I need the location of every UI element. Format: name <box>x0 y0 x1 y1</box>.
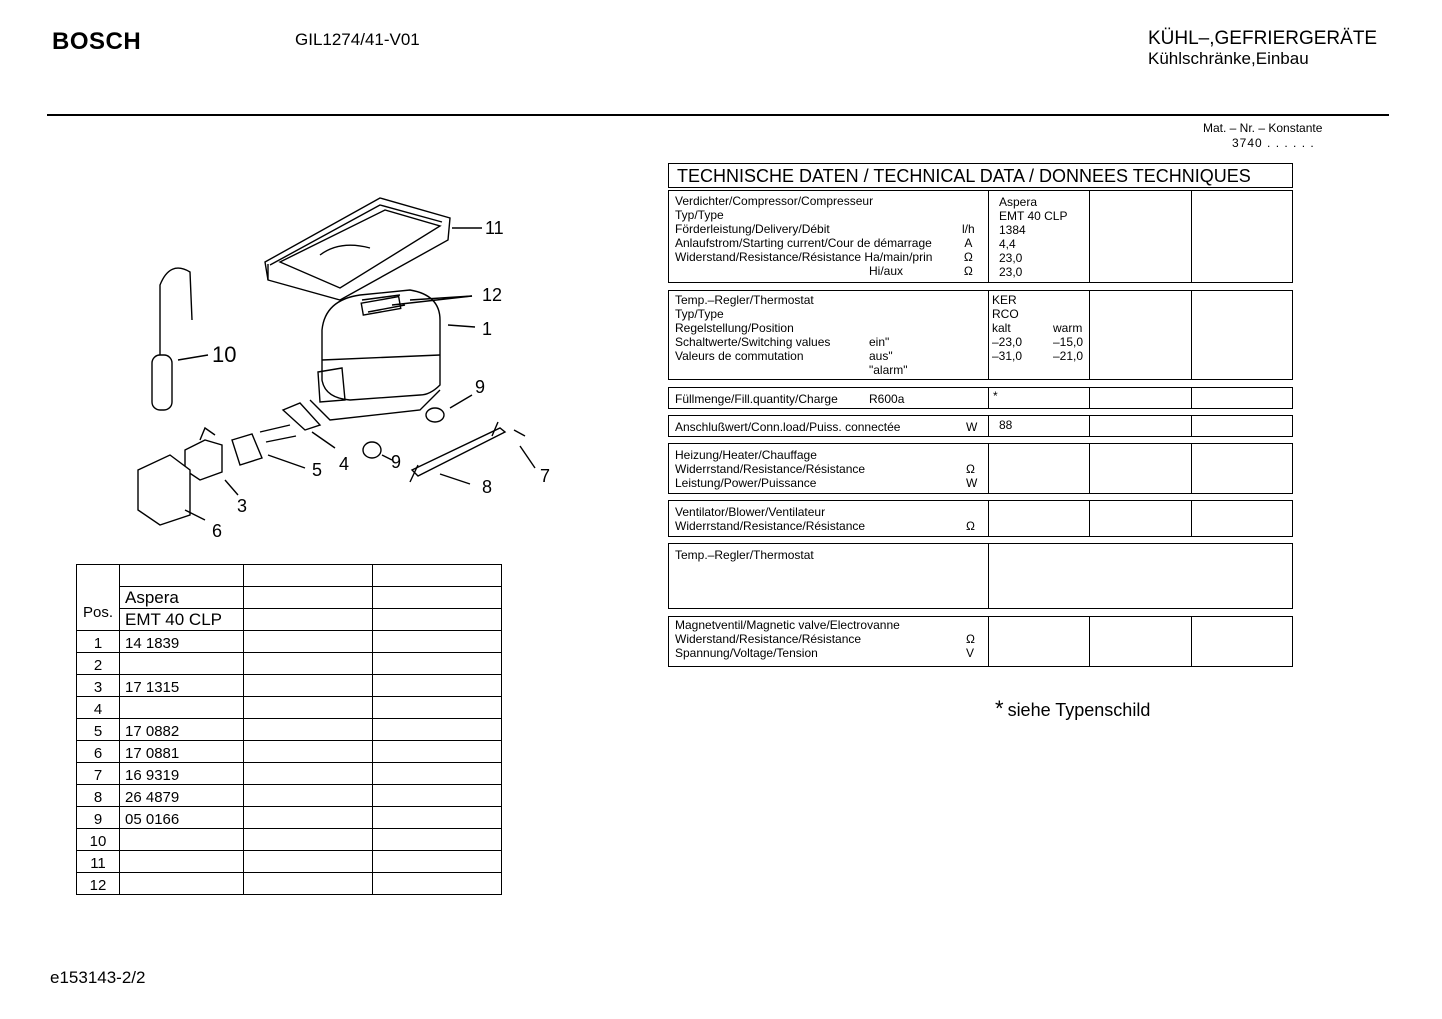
parts-empty-cell <box>373 719 502 741</box>
parts-row <box>77 829 502 851</box>
parts-row <box>77 653 502 675</box>
parts-number <box>120 851 244 873</box>
parts-row <box>77 675 502 697</box>
parts-empty-cell <box>373 851 502 873</box>
parts-number: 17 0882 <box>120 719 244 741</box>
parts-row <box>77 697 502 719</box>
parts-row <box>77 785 502 807</box>
parts-empty-cell <box>244 631 373 653</box>
compressor-units: l/h A Ω Ω <box>962 222 975 278</box>
parts-row <box>77 873 502 895</box>
parts-table <box>76 564 502 895</box>
thermostat-labels: Temp.–Regler/Thermostat Typ/Type Regelstellung/Position Schaltwerte/Switching values Valeurs de commutation <box>675 293 831 363</box>
parts-number <box>120 873 244 895</box>
parts-header-row-3 <box>77 609 502 631</box>
parts-pos: 9 <box>77 807 120 829</box>
callout-12: 12 <box>482 285 503 305</box>
callout-9a: 9 <box>475 377 486 397</box>
parts-empty-cell <box>373 829 502 851</box>
model-number: GIL1274/41-V01 <box>295 30 420 49</box>
category-title: KÜHL–,GEFRIERGERÄTE <box>1148 28 1378 49</box>
fill-refrigerant: R600a <box>869 392 905 406</box>
parts-empty-cell <box>373 741 502 763</box>
parts-empty-cell <box>244 741 373 763</box>
parts-empty-cell <box>373 675 502 697</box>
parts-empty-cell <box>244 873 373 895</box>
parts-number: 17 1315 <box>120 675 244 697</box>
thermostat2-label: Temp.–Regler/Thermostat <box>675 548 814 562</box>
parts-number: 17 0881 <box>120 741 244 763</box>
type-plate-note <box>995 696 1151 726</box>
valve-units: Ω V <box>966 632 975 660</box>
mat-label: Mat. – Nr. – Konstante <box>1203 121 1323 135</box>
note-text: siehe Typenschild <box>1007 700 1151 720</box>
compressor-drawing <box>310 290 475 420</box>
parts-empty-cell <box>244 697 373 719</box>
parts-pos: 5 <box>77 719 120 741</box>
parts-empty-cell <box>373 631 502 653</box>
thermostat-modes: ein" aus" "alarm" <box>869 335 908 377</box>
parts-row <box>77 763 502 785</box>
thermostat2-section <box>668 543 1293 609</box>
tech-title: TECHNISCHE DATEN / TECHNICAL DATA / DONNEES TECHNIQUES <box>668 163 1293 188</box>
fill-label: Füllmenge/Fill.quantity/Charge <box>675 392 838 406</box>
valve-section <box>668 616 1293 667</box>
capacitor-drawing <box>152 268 208 410</box>
conn-label: Anschlußwert/Conn.load/Puiss. connectée <box>675 420 901 434</box>
thermostat-section <box>668 290 1293 380</box>
fill-section <box>668 387 1293 409</box>
parts-empty-cell <box>244 851 373 873</box>
parts-empty-cell <box>373 763 502 785</box>
parts-row <box>77 719 502 741</box>
blower-section <box>668 500 1293 537</box>
compressor-hi-aux: Hi/aux <box>869 264 904 278</box>
compressor-labels: Verdichter/Compressor/Compresseur Typ/Type Förderleistung/Delivery/Débit Anlaufstrom/Starting current/Cour de démarrage Widerstand/Resistance/Résistance Ha/main/prin <box>675 194 933 264</box>
parts-empty-cell <box>244 763 373 785</box>
parts-number <box>120 829 244 851</box>
screws-drawing <box>260 403 335 468</box>
conn-value: 88 <box>999 418 1013 432</box>
conn-unit: W <box>966 420 978 434</box>
manufacturer-header: Aspera <box>120 587 244 609</box>
blower-units: Ω <box>966 519 975 533</box>
callout-9b: 9 <box>391 452 402 472</box>
relay-drawing <box>185 428 262 495</box>
mat-value: 3740 . . . . . . <box>1232 136 1315 150</box>
parts-header-row-1 <box>77 565 502 587</box>
parts-pos: 1 <box>77 631 120 653</box>
parts-pos: 10 <box>77 829 120 851</box>
heater-labels: Heizung/Heater/Chauffage Widerrstand/Resistance/Résistance Leistung/Power/Puissance <box>675 448 866 490</box>
parts-empty-cell <box>244 719 373 741</box>
callout-6: 6 <box>212 521 223 541</box>
parts-empty-cell <box>373 653 502 675</box>
callout-11: 11 <box>485 218 504 238</box>
parts-empty-cell <box>373 697 502 719</box>
brand-logo: BOSCH <box>52 28 142 55</box>
parts-empty-cell <box>244 675 373 697</box>
heater-units: Ω W <box>966 462 978 490</box>
pos-header: Pos. <box>77 565 120 631</box>
callout-5: 5 <box>312 460 323 480</box>
parts-pos: 11 <box>77 851 120 873</box>
heater-section <box>668 443 1293 494</box>
parts-empty-cell <box>244 829 373 851</box>
callout-3: 3 <box>237 496 248 516</box>
parts-pos: 12 <box>77 873 120 895</box>
note-asterisk: * <box>995 696 1004 721</box>
parts-empty-cell <box>373 807 502 829</box>
type-header: EMT 40 CLP <box>120 609 244 631</box>
document-code: e153143-2/2 <box>50 968 146 987</box>
parts-pos: 4 <box>77 697 120 719</box>
parts-number: 05 0166 <box>120 807 244 829</box>
parts-number <box>120 653 244 675</box>
parts-row <box>77 631 502 653</box>
thermostat-values-right: warm –15,0 –21,0 <box>1053 321 1084 363</box>
parts-number: 16 9319 <box>120 763 244 785</box>
parts-empty-cell <box>244 785 373 807</box>
compressor-section <box>668 190 1293 283</box>
parts-number <box>120 697 244 719</box>
thermostat-values-left: KER RCO kalt –23,0 –31,0 <box>992 293 1023 363</box>
conn-section <box>668 415 1293 437</box>
parts-pos: 8 <box>77 785 120 807</box>
parts-number: 14 1839 <box>120 631 244 653</box>
parts-pos: 7 <box>77 763 120 785</box>
exploded-parts-diagram <box>100 188 570 548</box>
callout-7: 7 <box>540 466 551 486</box>
parts-pos: 3 <box>77 675 120 697</box>
parts-empty-cell <box>244 653 373 675</box>
header-rule <box>47 114 1389 116</box>
callout-1: 1 <box>482 319 493 339</box>
callout-8: 8 <box>482 477 493 497</box>
compressor-values: Aspera EMT 40 CLP 1384 4,4 23,0 23,0 <box>999 195 1068 279</box>
parts-empty-cell <box>373 873 502 895</box>
parts-row <box>77 741 502 763</box>
parts-row <box>77 807 502 829</box>
parts-number: 26 4879 <box>120 785 244 807</box>
tray-drawing <box>265 198 482 300</box>
parts-pos: 6 <box>77 741 120 763</box>
blower-labels: Ventilator/Blower/Ventilateur Widerrstand/Resistance/Résistance <box>675 505 866 533</box>
valve-labels: Magnetventil/Magnetic valve/Electrovanne Widerstand/Resistance/Résistance Spannung/Voltage/Tension <box>675 618 900 660</box>
parts-empty-cell <box>373 785 502 807</box>
parts-header-row-2 <box>77 587 502 609</box>
parts-pos: 2 <box>77 653 120 675</box>
callout-10: 10 <box>212 342 237 367</box>
fill-value: * <box>993 389 998 403</box>
bracket-drawing <box>410 422 535 484</box>
callout-4: 4 <box>339 454 350 474</box>
category-subtitle: Kühlschränke,Einbau <box>1148 49 1309 68</box>
parts-empty-cell <box>244 807 373 829</box>
parts-row <box>77 851 502 873</box>
